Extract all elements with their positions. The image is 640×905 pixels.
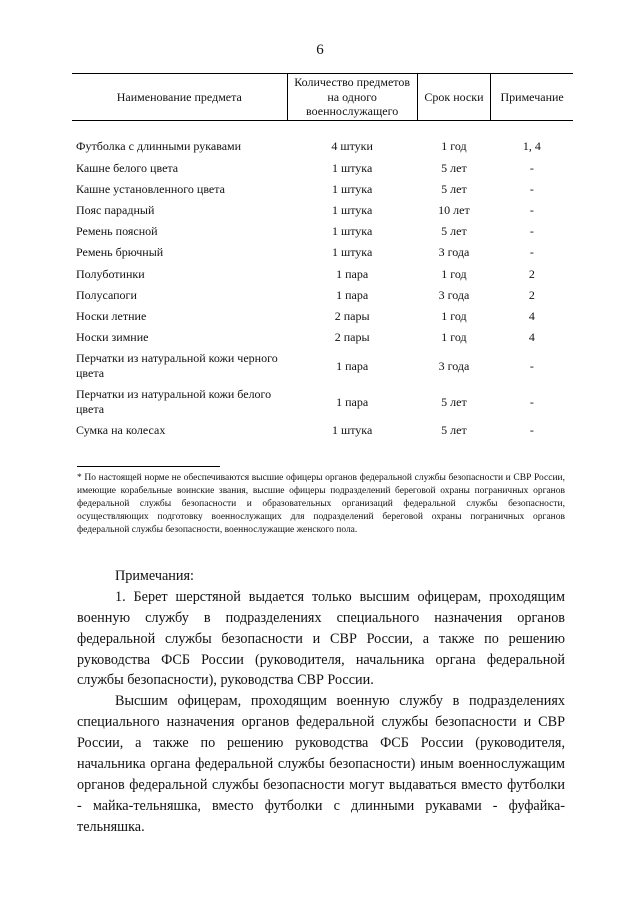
item-qty: 1 штука bbox=[331, 181, 373, 196]
item-note: 2 bbox=[528, 287, 535, 302]
page-number: 6 bbox=[316, 42, 324, 58]
item-name: Полуботинки bbox=[76, 266, 145, 281]
item-note: 4 bbox=[528, 330, 535, 345]
table-row bbox=[72, 284, 573, 305]
footnote: * По настоящей норме не обеспечиваются высшие офицеры органов федеральной службы безопасности и СВР России, имеющие корабельные воинские звания, высшие офицеры подразделений береговой охраны пограничных органов федеральной службы безопасности и образовательных организаций федеральной службы безопасности, осуществляющих подготовку военнослужащих для подразделений береговой охраны пограничных органов федеральной службы безопасности, военнослужащие женского пола. bbox=[77, 473, 565, 535]
item-name: Пояс парадный bbox=[76, 202, 155, 217]
notes-paragraph: 1. Берет шерстяной выдается только высшим офицерам, проходящим военную службу в подразделениях специального назначения органов федеральной службы безопасности и СВР России, а также по решению руководства ФСБ России (руководителя, начальника органа федеральной службы безопасности), руководства СВР России. bbox=[77, 588, 565, 689]
item-name: Носки зимние bbox=[76, 330, 149, 345]
table-row bbox=[72, 348, 573, 384]
item-name: Сумка на колесах bbox=[76, 423, 166, 438]
item-note: - bbox=[529, 160, 534, 175]
item-term: 1 год bbox=[441, 139, 467, 154]
header-term: Срок носки bbox=[417, 74, 491, 121]
table-row bbox=[72, 420, 573, 441]
table-row bbox=[72, 306, 573, 327]
item-note: - bbox=[529, 394, 534, 409]
item-qty: 2 пары bbox=[334, 330, 370, 345]
item-name: Кашне установленного цвета bbox=[76, 181, 225, 196]
footnote-divider bbox=[77, 466, 220, 467]
item-qty: 1 штука bbox=[331, 245, 373, 260]
table-row bbox=[72, 384, 573, 420]
item-name: Носки летние bbox=[76, 308, 147, 323]
item-term: 1 год bbox=[441, 308, 467, 323]
item-qty: 1 пара bbox=[336, 358, 369, 373]
item-qty: 1 штука bbox=[331, 224, 373, 239]
item-term: 1 год bbox=[441, 330, 467, 345]
item-qty: 4 штуки bbox=[331, 139, 373, 154]
item-term: 3 года bbox=[438, 245, 470, 260]
item-note: 4 bbox=[528, 308, 535, 323]
table-header-row bbox=[72, 74, 573, 121]
item-term: 5 лет bbox=[441, 394, 467, 409]
item-qty: 1 штука bbox=[331, 160, 373, 175]
table-row bbox=[72, 136, 573, 157]
item-name: Перчатки из натуральной кожи черного цвета bbox=[76, 351, 278, 380]
table-spacer bbox=[72, 121, 573, 137]
notes-paragraph: Высшим офицерам, проходящим военную службу в подразделениях специального назначения органов федеральной службы безопасности и СВР России, а также по решению руководства ФСБ России (руководителя, начальника органа федеральной службы безопасности) иным военнослужащим органов федеральной службы безопасности могут выдаваться вместо футболки - майка-тельняшка, вместо футболки с длинными рукавами - фуфайка-тельняшка. bbox=[77, 693, 565, 835]
item-term: 1 год bbox=[441, 266, 467, 281]
notes-section bbox=[77, 566, 565, 837]
item-name: Перчатки из натуральной кожи белого цвета bbox=[76, 387, 272, 416]
item-qty: 1 штука bbox=[331, 202, 373, 217]
item-name: Полусапоги bbox=[76, 287, 137, 302]
header-qty: Количество предметов на одного военнослужащего bbox=[287, 74, 417, 121]
item-term: 5 лет bbox=[441, 224, 467, 239]
notes-heading: Примечания: bbox=[115, 568, 194, 584]
item-qty: 1 штука bbox=[331, 423, 373, 438]
table-row bbox=[72, 327, 573, 348]
item-note: - bbox=[529, 224, 534, 239]
header-name: Наименование предмета bbox=[72, 74, 287, 121]
item-name: Кашне белого цвета bbox=[76, 160, 179, 175]
table-row bbox=[72, 178, 573, 199]
table-row bbox=[72, 200, 573, 221]
item-term: 5 лет bbox=[441, 423, 467, 438]
item-note: 2 bbox=[528, 266, 535, 281]
item-qty: 1 пара bbox=[336, 394, 369, 409]
item-term: 3 года bbox=[438, 358, 470, 373]
header-note: Примечание bbox=[491, 74, 573, 121]
item-term: 5 лет bbox=[441, 181, 467, 196]
table-row bbox=[72, 242, 573, 263]
table-row bbox=[72, 263, 573, 284]
item-note: - bbox=[529, 245, 534, 260]
item-qty: 1 пара bbox=[336, 266, 369, 281]
item-name: Футболка с длинными рукавами bbox=[76, 139, 242, 154]
item-note: - bbox=[529, 181, 534, 196]
item-note: - bbox=[529, 358, 534, 373]
item-qty: 1 пара bbox=[336, 287, 369, 302]
item-term: 10 лет bbox=[438, 202, 470, 217]
item-name: Ремень брючный bbox=[76, 245, 164, 260]
item-term: 3 года bbox=[438, 287, 470, 302]
table-row bbox=[72, 157, 573, 178]
item-qty: 2 пары bbox=[334, 308, 370, 323]
item-note: - bbox=[529, 202, 534, 217]
items-table bbox=[72, 73, 573, 441]
item-name: Ремень поясной bbox=[76, 224, 158, 239]
table-row bbox=[72, 221, 573, 242]
item-note: 1, 4 bbox=[522, 139, 541, 154]
item-note: - bbox=[529, 423, 534, 438]
item-term: 5 лет bbox=[441, 160, 467, 175]
